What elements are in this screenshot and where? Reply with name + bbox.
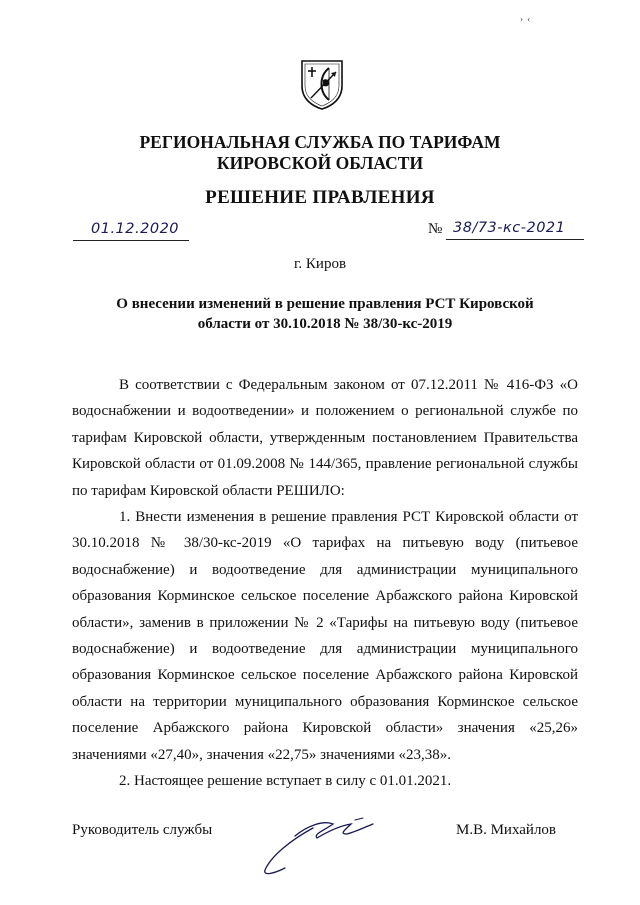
kirov-coat-of-arms-icon bbox=[299, 58, 345, 110]
city-label: г. Киров bbox=[293, 256, 347, 272]
signer-role: Руководитель службы bbox=[72, 822, 213, 838]
clause-2-paragraph: 2. Настоящее решение вступает в силу с 01.01.2021. bbox=[119, 773, 452, 790]
decision-subject-line1: О внесении изменений в решение правления РСТ Кировской bbox=[116, 296, 534, 312]
preamble-paragraph: В соответствии с Федеральным законом от 07.12.2011 № 416-ФЗ «О водоснабжении и водоотведении» и положением о региональной службе по тарифам Кировской области, утвержденным постановлением Правительства Кировской области от 01.09.2008 № 144/365, правление региональной службы по тарифам Кировской области РЕШИЛО: bbox=[72, 377, 578, 499]
decision-subject-line2: области от 30.10.2018 № 38/30-кс-2019 bbox=[197, 316, 453, 332]
document-type-title: РЕШЕНИЕ ПРАВЛЕНИЯ bbox=[205, 187, 435, 208]
decision-body bbox=[72, 372, 578, 795]
decision-date-value: 01.12.2020 bbox=[91, 221, 180, 237]
decision-number-field bbox=[428, 220, 584, 240]
corner-mark: › ‹ bbox=[520, 14, 532, 24]
organization-name-line1: РЕГИОНАЛЬНАЯ СЛУЖБА ПО ТАРИФАМ bbox=[139, 132, 501, 152]
handwritten-signature-icon bbox=[255, 808, 385, 880]
decision-subject bbox=[80, 294, 570, 334]
decision-date-field bbox=[73, 220, 189, 241]
clause-1-paragraph: 1. Внести изменения в решение правления РСТ Кировской области от 30.10.2018 № 38/30-кс-2019 «О тарифах на питьевую воду (питьевое водоснабжение) и водоотведение для администрации муниципального образования Корминское сельское поселение Арбажского района Кировской области», заменив в приложении № 2 «Тарифы на питьевую воду (питьевое водоснабжение) и водоотведение для администрации муниципального образования Корминское сельское поселение Арбажского района Кировской области на территории муниципального образования Корминское сельское поселение Арбажского района Кировской области» значения «25,26» значениями «27,40», значения «22,75» значениями «23,38». bbox=[72, 509, 578, 763]
signer-name: М.В. Михайлов bbox=[456, 822, 557, 838]
organization-name-line2: КИРОВСКОЙ ОБЛАСТИ bbox=[216, 153, 424, 173]
decision-number-label: № bbox=[428, 221, 443, 237]
decision-number-underline bbox=[446, 239, 584, 240]
decision-number-value: 38/73-кс-2021 bbox=[453, 220, 566, 236]
